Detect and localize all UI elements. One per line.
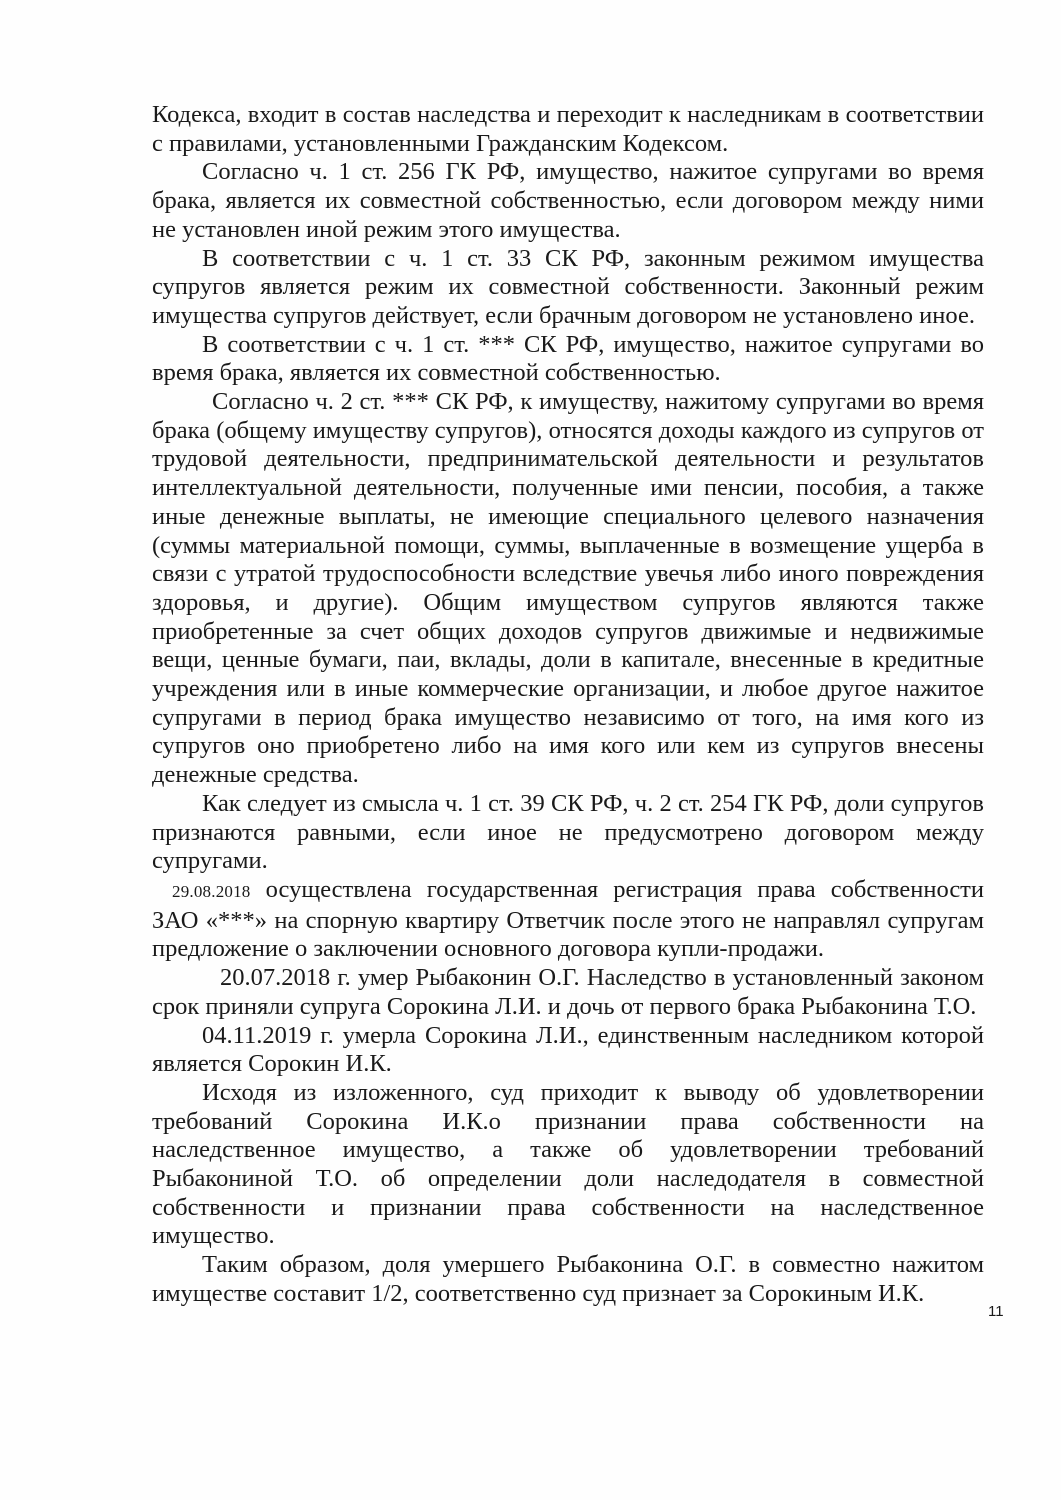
paragraph-gk-256: Согласно ч. 1 ст. 256 ГК РФ, имущество, нажитое супругами во время брака, является их совместной собственностью, если договором между ними не установлен иной режим этого имущества. — [152, 158, 984, 243]
paragraph-sk-common-property: Согласно ч. 2 ст. *** СК РФ, к имуществу, нажитому супругами во время брака (общему имуществу супругов), относятся доходы каждого из супругов от трудовой деятельности, предпринимательской деятельности и результатов интеллектуальной деятельности, полученные ими пенсии, пособия, а также иные денежные выплаты, не имеющие специального целевого назначения (суммы материальной помощи, суммы, выплаченные в возмещение ущерба в связи с утратой трудоспособности вследствие увечья либо иного повреждения здоровья, и другие). Общим имуществом супругов являются также приобретенные за счет общих доходов супругов движимые и недвижимые вещи, ценные бумаги, паи, вклады, доли в капитале, внесенные в кредитные учреждения или в иные коммерческие организации, и любое другое нажитое супругами в период брака имущество независимо от того, на имя кого из супругов оно приобретено либо на имя кого или кем из супругов внесены денежные средства. — [152, 388, 984, 789]
paragraph-inheritance-code: Кодекса, входит в состав наследства и переходит к наследникам в соответствии с правилами, установленными Гражданским Кодексом. — [152, 101, 984, 157]
paragraph-equal-shares: Как следует из смысла ч. 1 ст. 39 СК РФ, ч. 2 ст. 254 ГК РФ, доли супругов признаются равными, если иное не предусмотрено договором между супругами. — [152, 789, 984, 875]
registration-date: 29.08.2018 — [172, 881, 251, 901]
paragraph-sk-33: В соответствии с ч. 1 ст. 33 СК РФ, законным режимом имущества супругов является режим их совместной собственности. Законный режим имущества супругов действует, если брачным договором не установлено иное. — [152, 244, 984, 329]
paragraph-death-rybakonin: 20.07.2018 г. умер Рыбаконин О.Г. Наследство в установленный законом срок приняли супруга Сорокина Л.И. и дочь от первого брака Рыбаконина Т.О. — [152, 964, 984, 1020]
paragraph-share-division: Таким образом, доля умершего Рыбаконина О.Г. в совместно нажитом имуществе составит 1/2, соответственно суд признает за Сорокиным И.К. — [152, 1251, 984, 1307]
paragraph-conclusion: Исходя из изложенного, суд приходит к выводу об удовлетворении требований Сорокина И.К.о признании права собственности на наследственное имущество, а также об удовлетворении требований Рыбакониной Т.О. об определении доли наследодателя в совместной собственности и признании права собственности на наследственное имущество. — [152, 1078, 984, 1250]
paragraph-registration — [152, 876, 984, 964]
page-number: 11 — [988, 1303, 1004, 1320]
registration-text: осуществлена государственная регистрация права собственности ЗАО «***» на спорную квартиру Ответчик после этого не направлял супругам предложение о заключении основного договора купли-продажи. — [152, 875, 985, 963]
document-body — [152, 101, 984, 1309]
paragraph-death-sorokina: 04.11.2019 г. умерла Сорокина Л.И., единственным наследником которой является Сорокин И.К. — [152, 1021, 984, 1078]
paragraph-sk-joint-property: В соответствии с ч. 1 ст. *** СК РФ, имущество, нажитое супругами во время брака, является их совместной собственностью. — [152, 330, 984, 387]
